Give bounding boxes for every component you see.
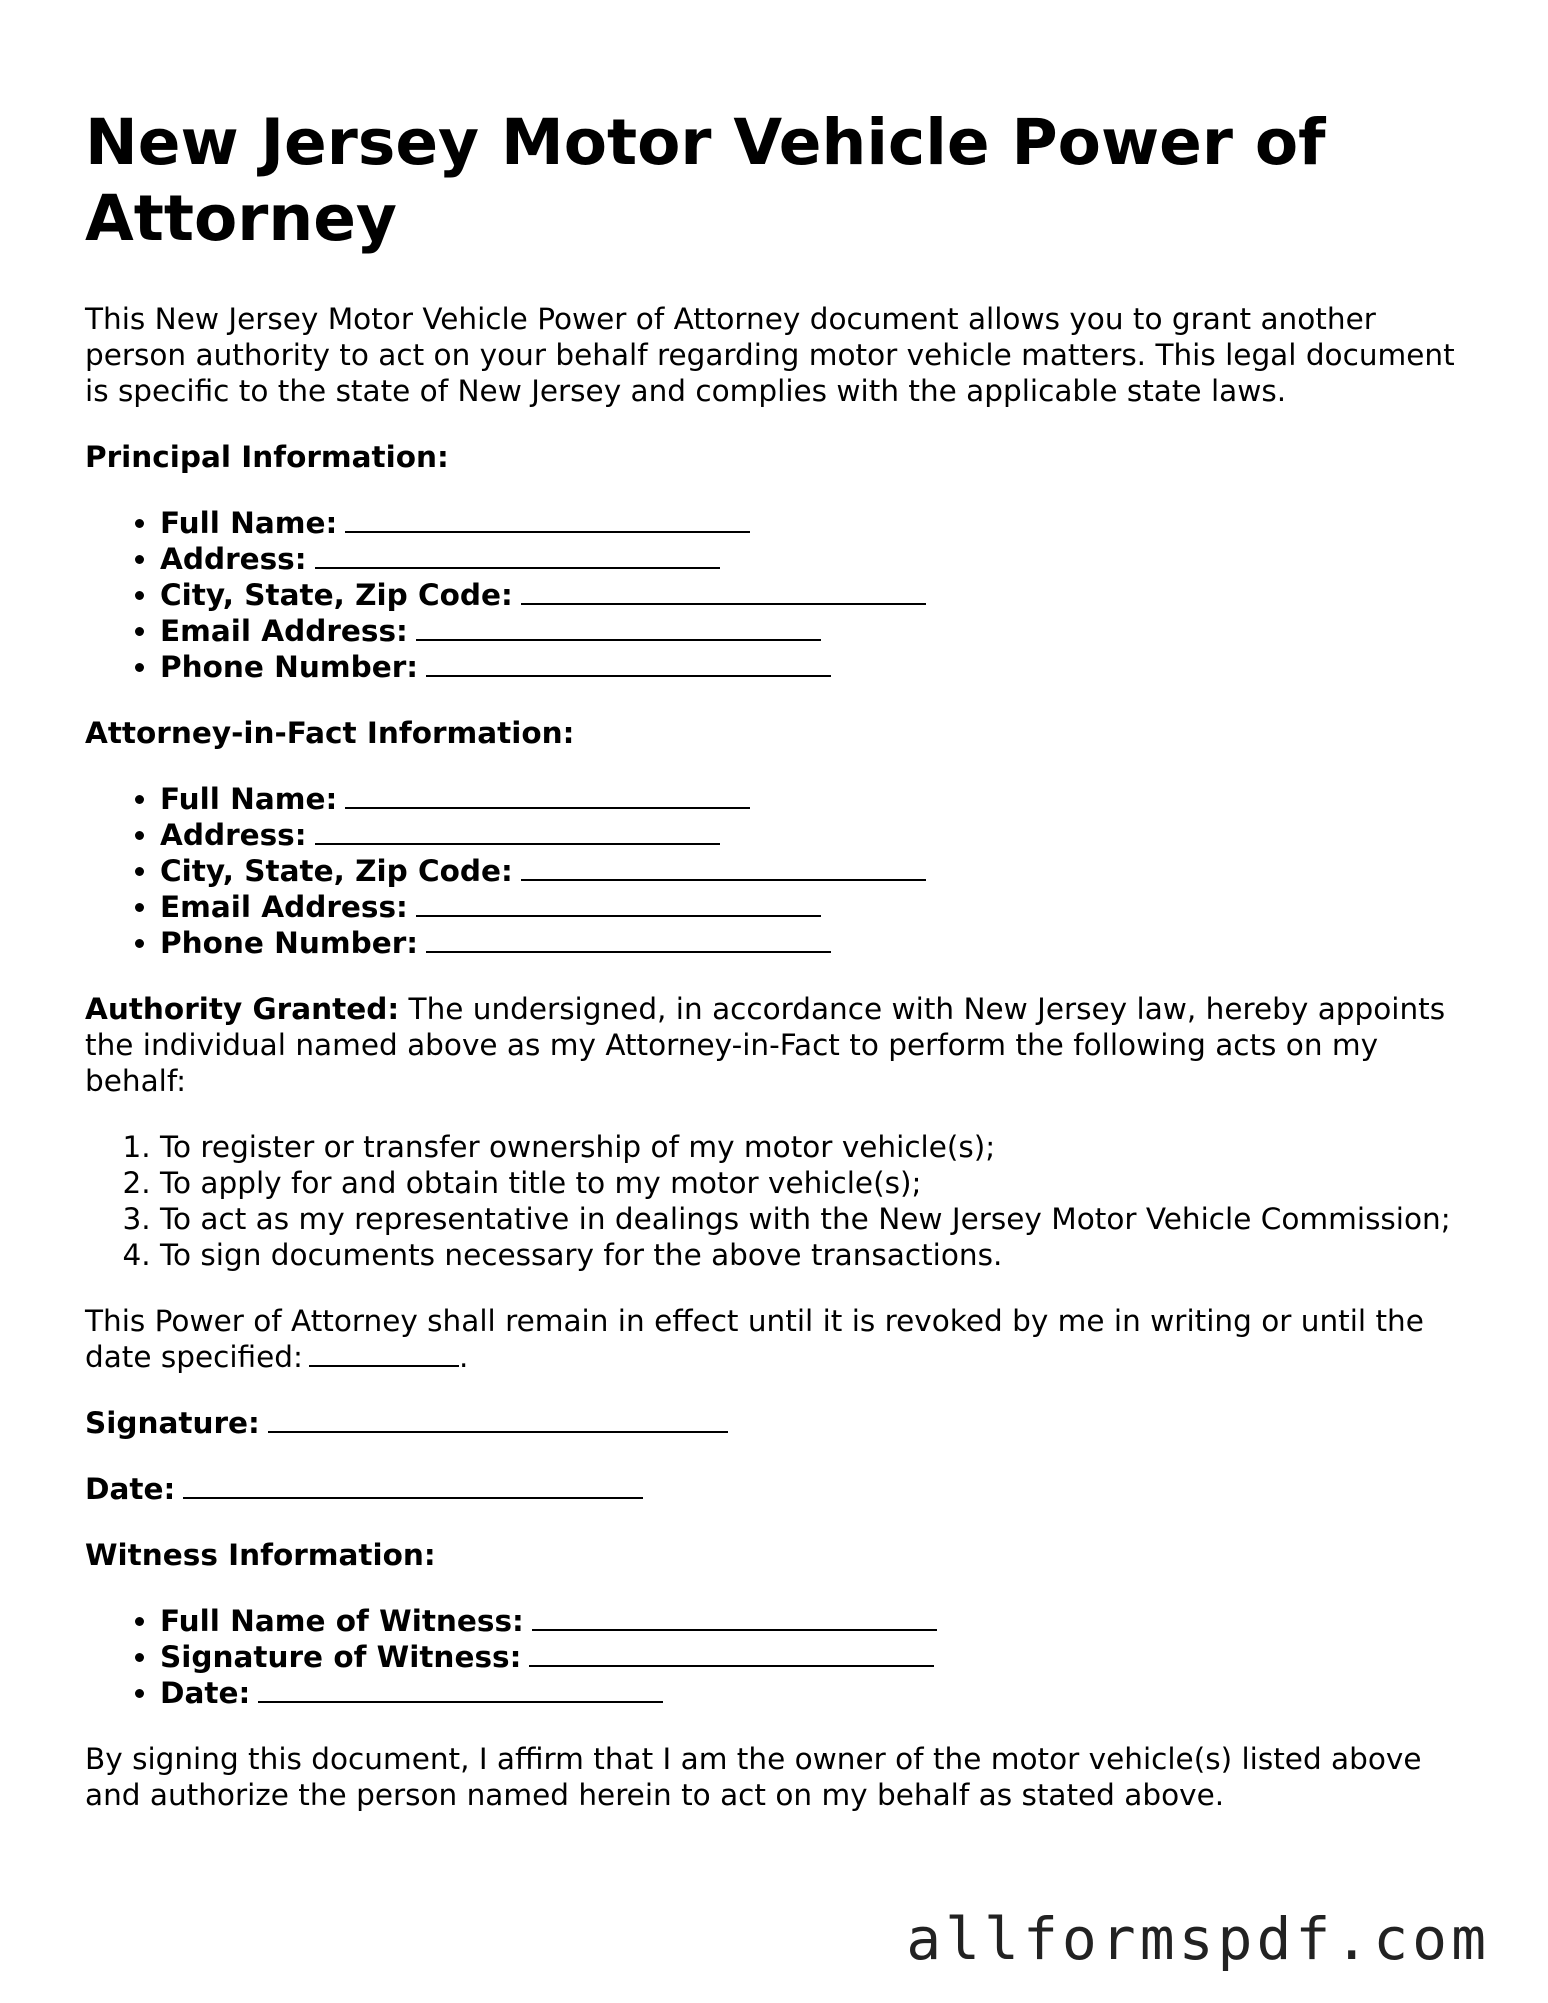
attorney-email-input[interactable] [416, 889, 821, 917]
principal-fields [85, 505, 1485, 685]
principal-address-field: • Address: [160, 541, 1485, 577]
principal-address-input[interactable] [315, 541, 720, 569]
principal-full-name-input[interactable] [345, 505, 750, 533]
page-title: New Jersey Motor Vehicle Power of Attorney [85, 106, 1326, 255]
principal-email-field: • Email Address: [160, 613, 1485, 649]
attorney-address-input[interactable] [315, 817, 720, 845]
intro-paragraph: This New Jersey Motor Vehicle Power of Attorney document allows you to grant another person authority to act on your behalf regarding motor vehicle matters. This legal document is specific to the state of New Jersey and complies with the applicable state laws. [85, 302, 1455, 408]
watermark-logo: allformspdf.com [906, 1905, 1490, 1973]
witness-heading: Witness Information: [85, 1538, 436, 1572]
witness-signature-field: • Signature of Witness: [160, 1639, 1485, 1675]
document-page [85, 105, 1485, 1813]
principal-phone-input[interactable] [426, 649, 831, 677]
effect-paragraph: This Power of Attorney shall remain in effect until it is revoked by me in writing or until the date specified: . [85, 1304, 1424, 1374]
authority-label: Authority Granted: [85, 992, 400, 1026]
attorney-phone-input[interactable] [426, 925, 831, 953]
effect-date-input[interactable] [309, 1339, 459, 1367]
affirmation-paragraph: By signing this document, I affirm that I am the owner of the motor vehicle(s) listed above and authorize the person named herein to act on my behalf as stated above. [85, 1742, 1422, 1812]
witness-fields [85, 1603, 1485, 1711]
attorney-heading: Attorney-in-Fact Information: [85, 716, 575, 750]
authority-paragraph [85, 991, 1485, 1099]
attorney-email-field: • Email Address: [160, 889, 1485, 925]
authority-acts-list [85, 1129, 1485, 1273]
principal-city-field: • City, State, Zip Code: [160, 577, 1485, 613]
principal-full-name-field: • Full Name: [160, 505, 1485, 541]
witness-date-input[interactable] [258, 1675, 663, 1703]
principal-heading: Principal Information: [85, 440, 449, 474]
attorney-full-name-input[interactable] [345, 781, 750, 809]
witness-name-input[interactable] [532, 1603, 937, 1631]
attorney-fields [85, 781, 1485, 961]
authority-act: 4. To sign documents necessary for the above transactions. [160, 1237, 1485, 1273]
principal-email-input[interactable] [416, 613, 821, 641]
date-line: Date: [85, 1471, 1485, 1507]
attorney-city-field: • City, State, Zip Code: [160, 853, 1485, 889]
attorney-full-name-field: • Full Name: [160, 781, 1485, 817]
authority-act: 1. To register or transfer ownership of my motor vehicle(s); [160, 1129, 1485, 1165]
principal-city-input[interactable] [521, 577, 926, 605]
authority-text: The undersigned, in accordance with New Jersey law, hereby appoints the individual named above as my Attorney-in-Fact to perform the following acts on my behalf: [85, 992, 1446, 1098]
authority-act: 3. To act as my representative in dealings with the New Jersey Motor Vehicle Commission; [160, 1201, 1485, 1237]
attorney-city-input[interactable] [521, 853, 926, 881]
signature-line: Signature: [85, 1405, 1485, 1441]
witness-signature-input[interactable] [529, 1639, 934, 1667]
signature-input[interactable] [268, 1405, 728, 1433]
principal-phone-field: • Phone Number: [160, 649, 1485, 685]
date-input[interactable] [183, 1471, 643, 1499]
attorney-phone-field: • Phone Number: [160, 925, 1485, 961]
witness-name-field: • Full Name of Witness: [160, 1603, 1485, 1639]
attorney-address-field: • Address: [160, 817, 1485, 853]
authority-act: 2. To apply for and obtain title to my motor vehicle(s); [160, 1165, 1485, 1201]
witness-date-field: • Date: [160, 1675, 1485, 1711]
